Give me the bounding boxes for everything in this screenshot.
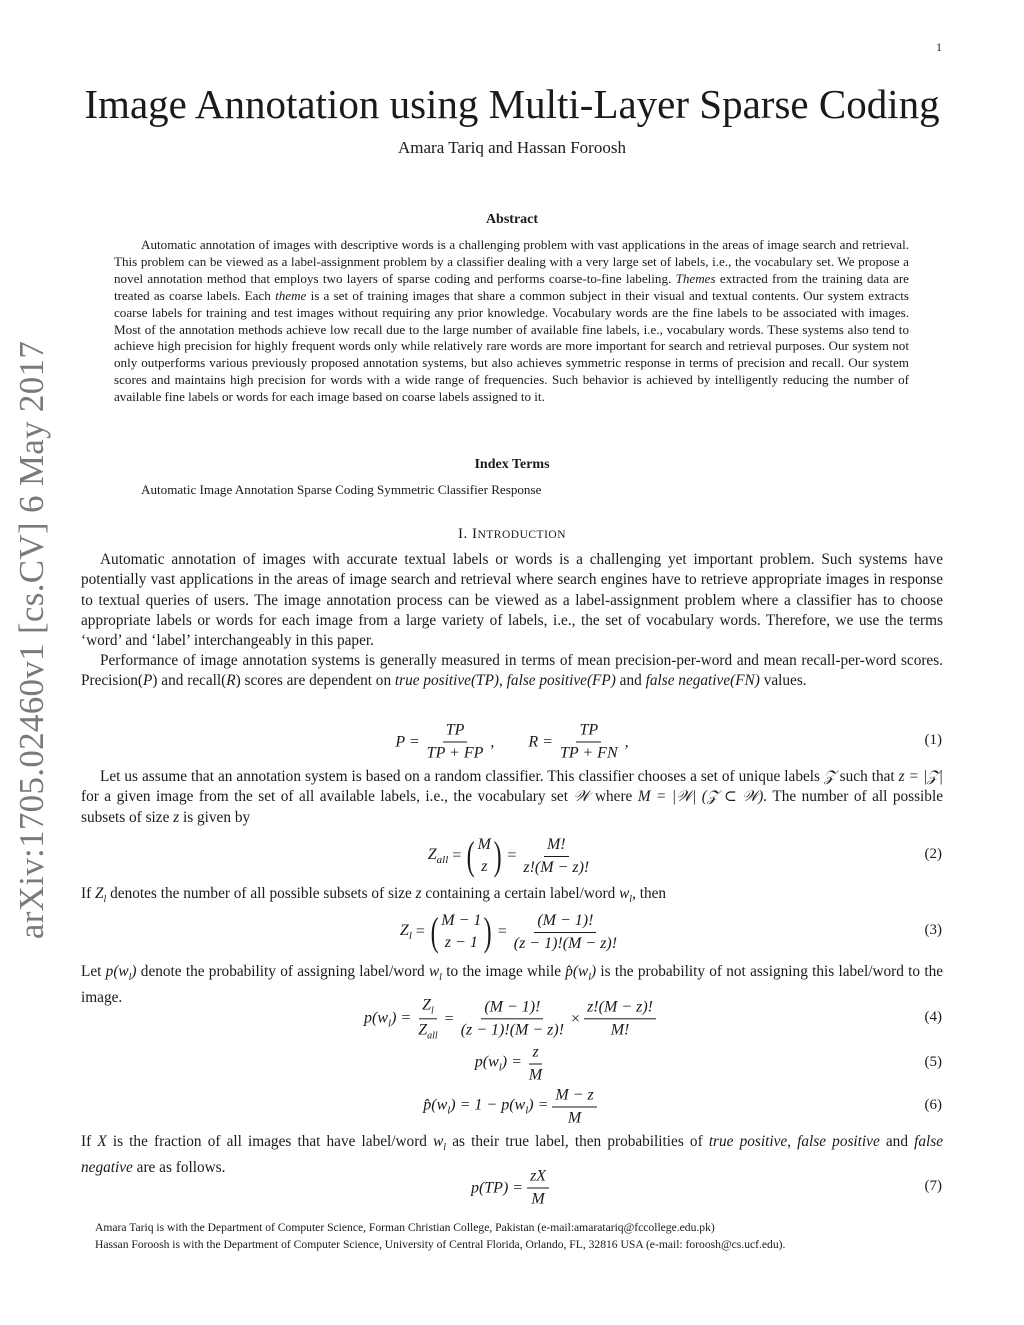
abstract-body: Automatic annotation of images with descriptive words is a challenging problem with vast applications in the areas of image search and retrieval. This problem can be viewed as a label-assignment problem by a classifier dealing with a very large set of labels, i.e., the vocabulary set. We propose a novel annotation method that employs two layers of sparse coding and performs coarse-to-fine labeling. Themes extracted from the training data are treated as coarse labels. Each theme is a set of training images that share a common subject in their visual and textual contents. Our system extracts coarse labels for training and test images without requiring any prior knowledge. Vocabulary words are the fine labels to be associated with images. Most of the annotation methods achieve low recall due to the large number of available fine labels, i.e., vocabulary words. These systems also tend to achieve high precision for highly frequent words only while relatively rare words are more important for search and retrieval purposes. Our system not only outperforms various previously proposed annotation systems, but also achieves symmetric response in terms of precision and recall. Our system scores and maintains high precision for words with a wide range of frequencies. Such behavior is achieved by intelligently reducing the number of available fine labels or words for each image based on coarse labels assigned to it. <box>114 237 910 405</box>
equation-3: $Z_l$ = ( M − 1 z − 1 ) = $\frac{(M - 1)!}{(z - 1)!(M - z)!}$ (3) <box>399 909 942 954</box>
abstract-heading: Abstract <box>485 212 539 227</box>
paper-title: Image Annotation using Multi-Layer Sparse Coding <box>84 81 940 127</box>
intro-paragraph-3: Let us assume that an annotation system is based on a random classifier. This classifier chooses a set of unique labels 𝒵 such that z = |𝒵| for a given image from the set of all available labels, i.e., the vocabulary set 𝒲 where M = |𝒲| (𝒵 ⊂ 𝒲). The number of all possible subsets of size z is given by <box>81 768 944 826</box>
intro-paragraph-6: If X is the fraction of all images that have label/word $w_l$ as their true label, then probabilities of true positive, false positive and false negative are as follows. <box>81 1133 944 1177</box>
intro-paragraph-4: If $Z_l$ denotes the number of all possible subsets of size z containing a certain label/word $w_l$, then <box>81 885 667 906</box>
equation-number-6: (6) <box>924 1097 942 1113</box>
equation-5: $p(w_l)$ = $\frac{z}{M}$ (5) <box>474 1043 942 1084</box>
index-terms-body: Automatic Image Annotation Sparse Coding Symmetric Classifier Response <box>141 482 542 497</box>
page-number: 1 <box>936 40 942 54</box>
arxiv-watermark: arXiv:1705.02460v1 [cs.CV] 6 May 2017 <box>12 340 51 940</box>
equation-4: $p(w_l)$ = $\frac{Z_l}{Z_{all}}$ = $\frac{(M - 1)!}{(z - 1)!(M - z)!}$ × $\frac{z!(M - z)!}{M!}$ (4) <box>364 996 942 1042</box>
footnote-affiliation-1: Amara Tariq is with the Department of Computer Science, Forman Christian College, Pakistan (e-mail:amaratariq@fccollege.edu.pk) <box>95 1221 715 1234</box>
intro-paragraph-1: Automatic annotation of images with accurate textual labels or words is a challenging yet important problem. Such systems have potentially vast applications in the areas of image search and retrieval where search engines have to retrieve appropriate images in response to textual queries of users. The image annotation process can be viewed as a label-assignment problem where a classifier has to choose appropriate labels or words for each image from a large variety of labels, i.e., the set of vocabulary words. Therefore, we use the terms ‘word’ and ‘label’ interchangeably in this paper. <box>81 551 943 650</box>
equation-number-7: (7) <box>924 1178 942 1194</box>
equation-1: P = $\frac{TP}{TP + FP}$ , R = $\frac{TP}{TP + FN}$ , (1) <box>395 721 942 762</box>
equation-number-4: (4) <box>924 1009 942 1025</box>
intro-paragraph-2: Performance of image annotation systems is generally measured in terms of mean precision-per-word and mean recall-per-word scores. Precision(P) and recall(R) scores are dependent on true positive(TP), false positive(FP) and false negative(FN) values. <box>81 652 943 690</box>
equation-number-2: (2) <box>924 846 942 862</box>
paper-authors: Amara Tariq and Hassan Foroosh <box>398 138 626 157</box>
equation-2: $Z_{all}$ = ( M z ) = $\frac{M!}{z!(M - z)!}$ (2) <box>427 833 942 878</box>
index-terms-heading: Index Terms <box>474 457 550 472</box>
section-heading-introduction: I. INTRODUCTION <box>457 526 567 542</box>
equation-number-5: (5) <box>924 1054 942 1070</box>
equation-7: p(TP) = $\frac{zX}{M}$ (7) <box>470 1167 942 1208</box>
footnote-affiliation-2: Hassan Foroosh is with the Department of Computer Science, University of Central Florida, Orlando, FL, 32816 USA (e-mail: foroosh@cs.ucf.edu). <box>95 1238 786 1251</box>
intro-paragraph-5: Let $p(w_l)$ denote the probability of assigning label/word $w_l$ to the image while $p̂(w_l)$ is the probability of not assigning this label/word to the image. <box>81 963 944 1007</box>
equation-number-3: (3) <box>924 922 942 938</box>
equation-6: $p̂(w_l) = 1 - p(w_l)$ = $\frac{M - z}{M}$ (6) <box>423 1086 942 1127</box>
equation-number-1: (1) <box>924 732 942 748</box>
